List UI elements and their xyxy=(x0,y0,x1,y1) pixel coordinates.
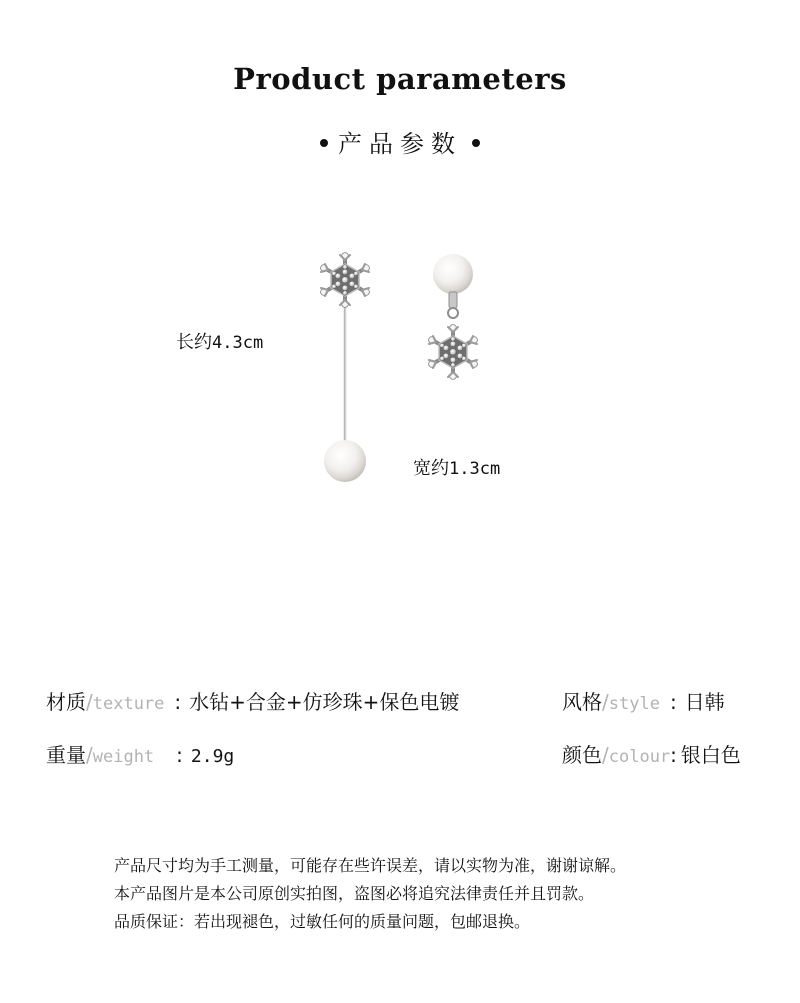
spec-label-cn: 重量 xyxy=(46,743,86,767)
note-line: 本产品图片是本公司原创实拍图，盗图必将追究法律责任并且罚款。 xyxy=(114,884,595,903)
width-value: 1.3cm xyxy=(449,459,501,479)
page-title: Product parameters xyxy=(233,62,567,96)
spec-colour: 颜色/colour: 银白色 xyxy=(562,743,741,767)
length-prefix: 长约 xyxy=(176,332,212,353)
spec-value: 水钻+合金+仿珍珠+保色电镀 xyxy=(189,690,460,714)
spec-label-en: weight xyxy=(92,747,155,767)
spec-value: 2.9g xyxy=(190,746,235,767)
note-line: 产品尺寸均为手工测量，可能存在些许误差，请以实物为准，谢谢谅解。 xyxy=(114,856,627,875)
width-dimension-label xyxy=(413,454,500,480)
spec-label-en: colour xyxy=(608,747,671,767)
snowflake-chain-pearl-earring-icon xyxy=(321,253,370,482)
width-prefix: 宽约 xyxy=(413,458,449,479)
bullet-dot-icon xyxy=(320,139,328,147)
notes-block xyxy=(114,852,626,936)
note-line: 品质保证：若出现褪色，过敏任何的质量问题，包邮退换。 xyxy=(114,912,531,931)
bullet-dot-icon xyxy=(472,139,480,147)
spec-label-en: style xyxy=(608,694,660,714)
spec-label-cn: 材质 xyxy=(46,690,86,714)
page-subtitle xyxy=(0,124,800,159)
spec-value: 银白色 xyxy=(680,743,741,767)
spec-colon: : xyxy=(174,690,182,714)
spec-label-cn: 颜色 xyxy=(562,743,602,767)
spec-value: 日韩 xyxy=(684,690,725,714)
spec-label-cn: 风格 xyxy=(562,690,602,714)
spec-texture: 材质/texture : 水钻+合金+仿珍珠+保色电镀 xyxy=(46,690,460,714)
spec-weight: 重量/weight : 2.9g xyxy=(46,743,235,767)
spec-colon: : xyxy=(669,690,677,714)
spec-colon: : xyxy=(176,743,183,767)
length-value: 4.3cm xyxy=(212,333,264,353)
spec-label-en: texture xyxy=(92,694,165,714)
length-dimension-label xyxy=(176,328,263,354)
spec-colon: : xyxy=(670,743,677,767)
subtitle-text: 产品参数 xyxy=(338,130,462,158)
pearl-snowflake-drop-earring-icon xyxy=(429,254,478,379)
spec-style: 风格/style : 日韩 xyxy=(562,690,725,714)
